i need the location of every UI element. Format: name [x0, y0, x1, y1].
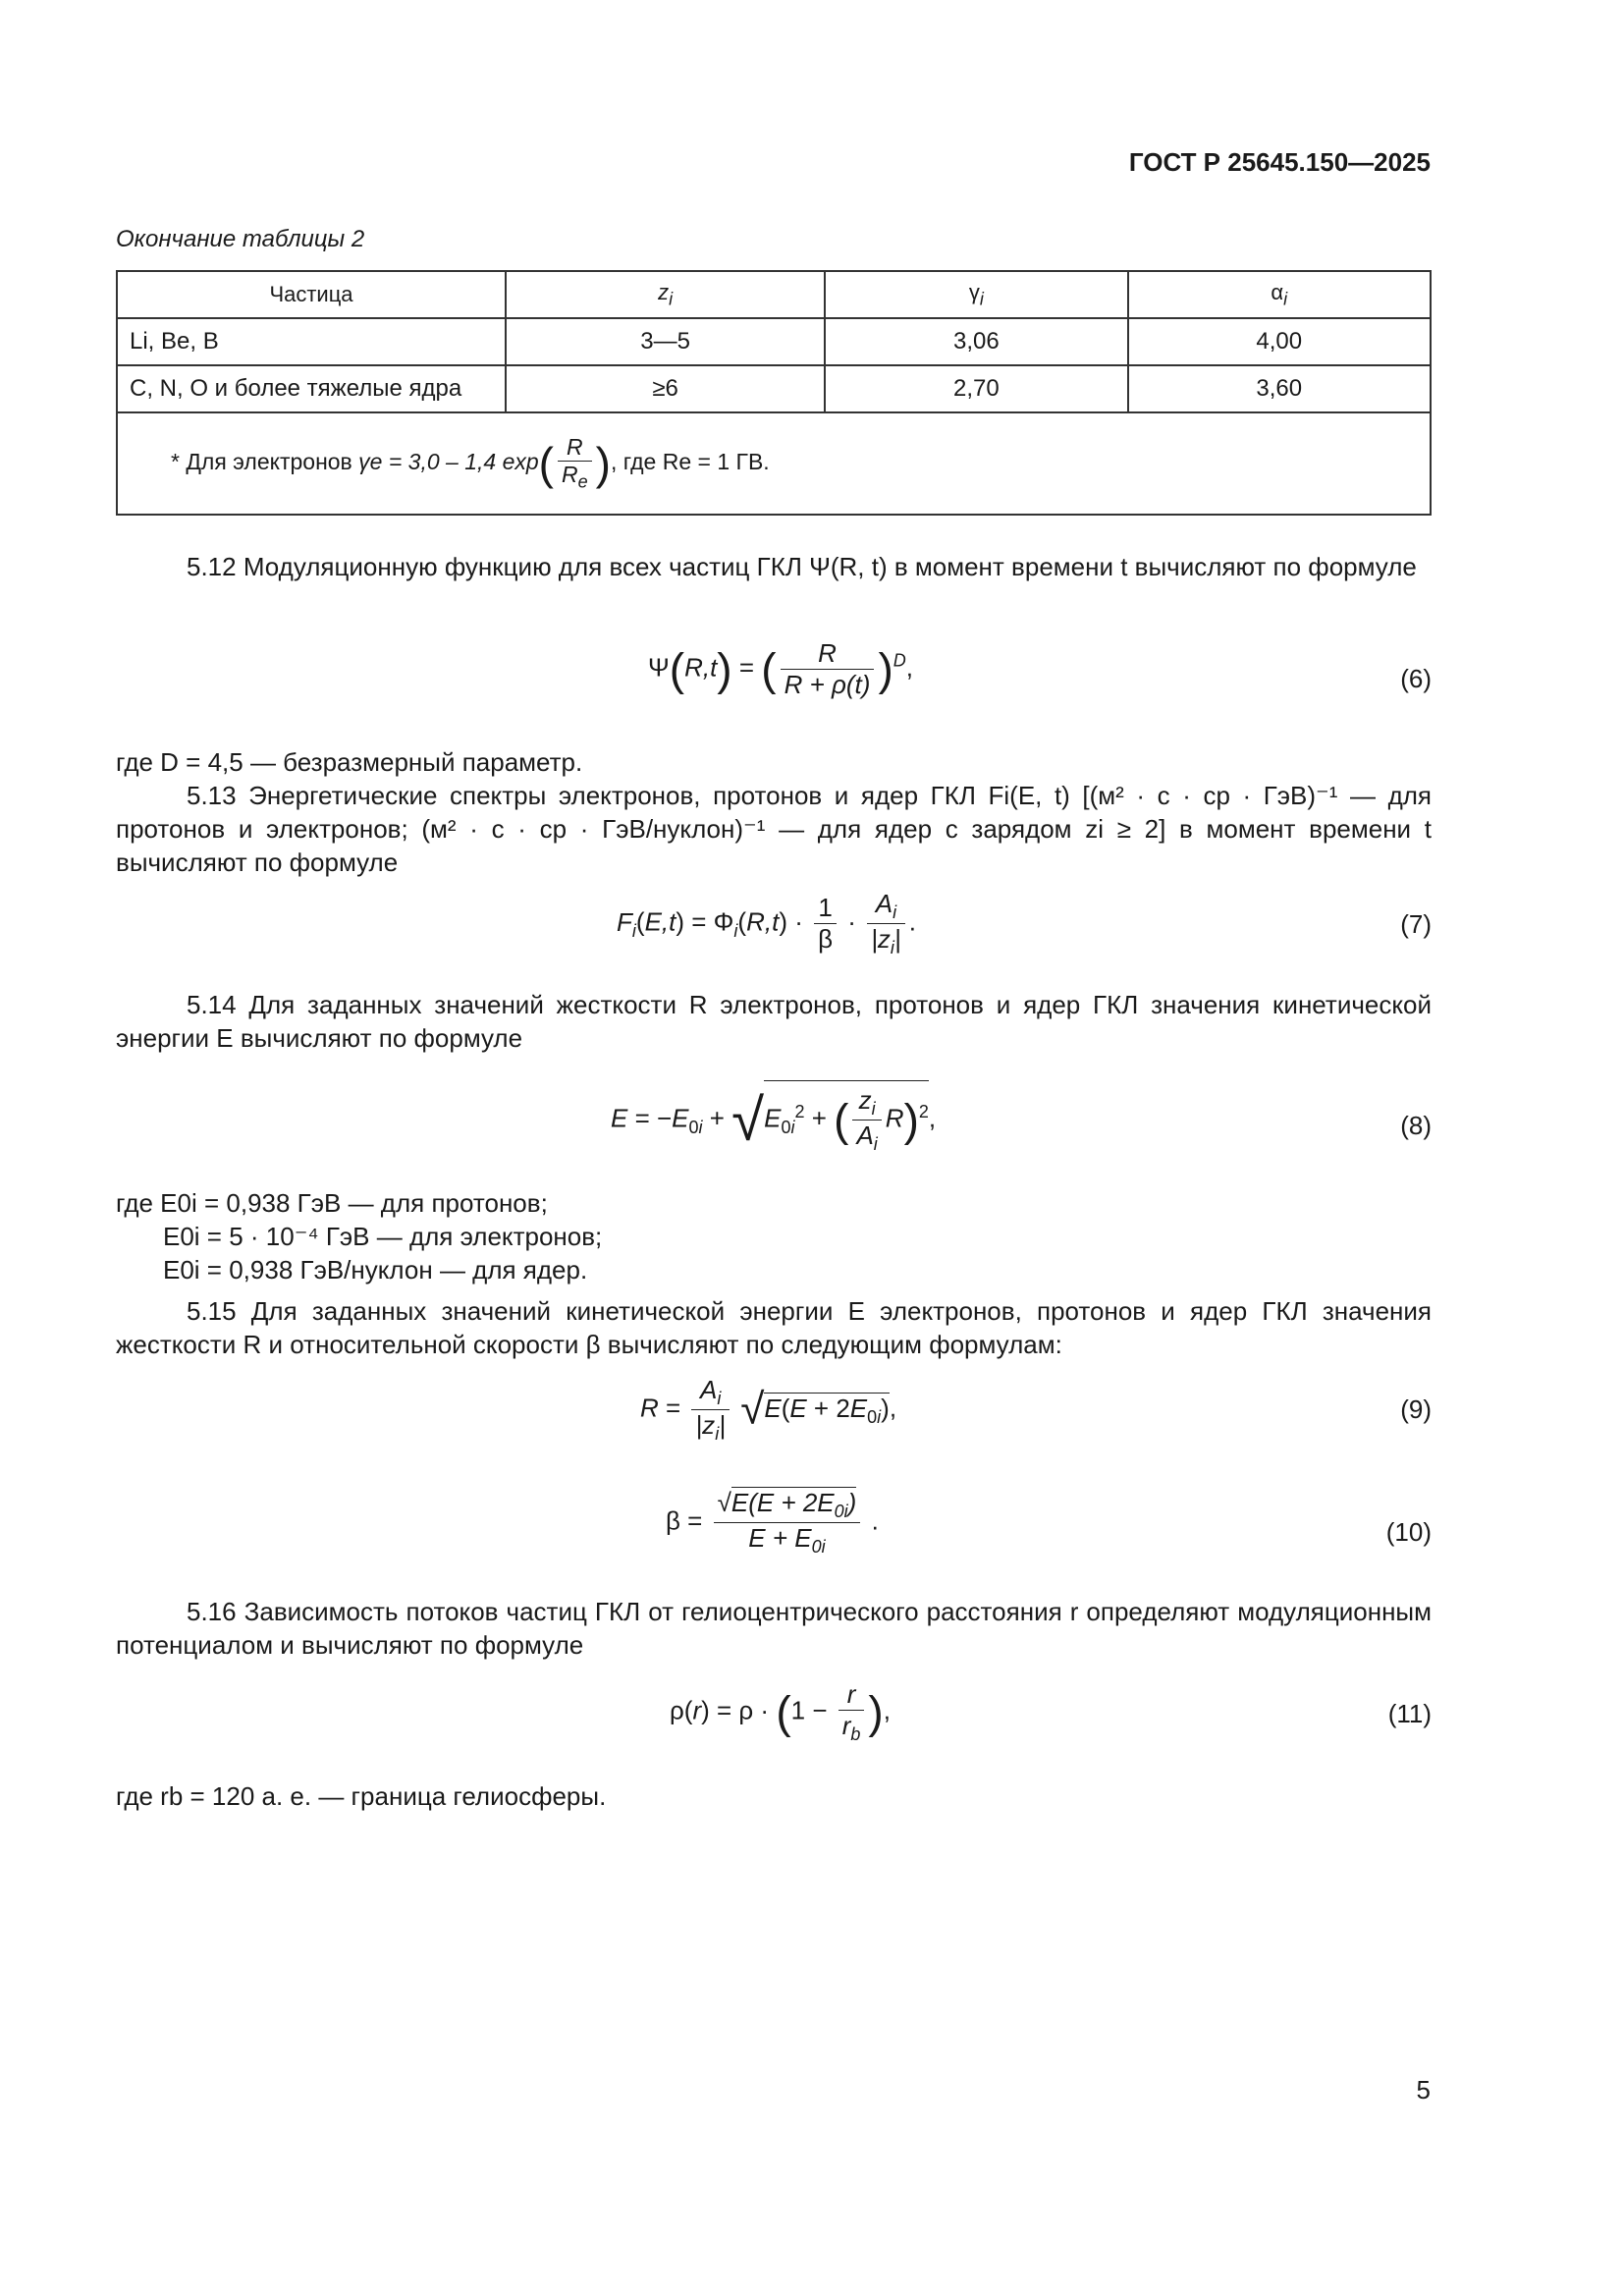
paragraph-5-16: 5.16 Зависимость потоков частиц ГКЛ от гелиоцентрического расстояния r определяют модуляционным потенциалом и вычисляют по формуле — [116, 1597, 1432, 1660]
where-line-2: E0i = 5 · 10⁻⁴ ГэВ — для электронов; — [163, 1222, 603, 1251]
col-header-alpha: $\alpha_i$ — [1128, 271, 1431, 318]
where-line-3: E0i = 0,938 ГэВ/нуклон — для ядер. — [163, 1255, 588, 1285]
paragraph-5-16-where: где rb = 120 а. е. — граница гелиосферы. — [116, 1781, 607, 1811]
formula-number: (6) — [1400, 664, 1432, 693]
table-footnote-row — [117, 412, 1431, 515]
cell-z: ≥6 — [506, 365, 825, 412]
cell-gamma: 2,70 — [825, 365, 1127, 412]
formula-number: (7) — [1400, 909, 1432, 939]
formula-7: $F_i(E,t) = \Phi_i(R,t)$ · $\frac{1}{\beta}$ · $\frac{A_i}{|z_i|}$ . — [617, 889, 916, 958]
table-caption: Окончание таблицы 2 — [116, 226, 365, 252]
table-row — [117, 365, 1431, 412]
cell-alpha: 4,00 — [1128, 318, 1431, 365]
formula-6: Ψ(R,t) = ( $\frac{R}{R + \rho(t)}$ )$^D$, — [648, 638, 913, 699]
paragraph-5-15: 5.15 Для заданных значений кинетической энергии E электронов, протонов и ядер ГКЛ значения жесткости R и относительной скорости β вычисляют по следующим формулам: — [116, 1296, 1432, 1359]
formula-9: R = $\frac{A_i}{|z_i|}$ $√E(E + 2E_{0i})$, — [640, 1375, 897, 1445]
cell-gamma: 3,06 — [825, 318, 1127, 365]
formula-number: (10) — [1385, 1517, 1432, 1547]
cell-particle: C, N, O и более тяжелые ядра — [117, 365, 506, 412]
page-number: 5 — [1416, 2075, 1431, 2105]
document-id: ГОСТ Р 25645.150—2025 — [1128, 147, 1431, 177]
formula-11: ρ(r) = ρ · (1 − $\frac{r}{r_b}$ ), — [670, 1679, 891, 1745]
col-header-gamma: $\gamma_i$ — [825, 271, 1127, 318]
table-footnote: * Для электронов γe = 3,0 – 1,4 exp( $\frac{R}{R_e}$ ), где Re = 1 ГВ. — [117, 412, 1431, 515]
col-header-z: $z_i$ — [506, 271, 825, 318]
formula-number: (9) — [1400, 1394, 1432, 1424]
formula-10: β = $\frac{√E(E + 2E_{0i})}{E + E_{0i}}$ . — [666, 1488, 879, 1558]
cell-z: 3—5 — [506, 318, 825, 365]
formula-8: $E = -E_{0i} + √E_{0i}^2$ + ( $\frac{z_i}{A_i}$ R)$^2$, — [611, 1080, 936, 1155]
table-row — [117, 318, 1431, 365]
formula-number: (11) — [1387, 1699, 1432, 1728]
table-header-row — [117, 271, 1431, 318]
paragraph-5-12-where: где D = 4,5 — безразмерный параметр. — [116, 747, 583, 777]
col-header-particle: Частица — [117, 271, 506, 318]
particle-table — [116, 270, 1432, 516]
cell-alpha: 3,60 — [1128, 365, 1431, 412]
paragraph-5-12: 5.12 Модуляционную функцию для всех частиц ГКЛ Ψ(R, t) в момент времени t вычисляют по формуле — [187, 552, 1417, 581]
paragraph-5-14: 5.14 Для заданных значений жесткости R электронов, протонов и ядер ГКЛ значения кинетической энергии E вычисляют по формуле — [116, 990, 1432, 1053]
paragraph-5-13: 5.13 Энергетические спектры электронов, протонов и ядер ГКЛ Fi(E, t) [(м² · с · ср · ГэВ)⁻¹ — для протонов и электронов; (м² · с · ср · ГэВ/нуклон)⁻¹ — для ядер с зарядом zi ≥ 2] в момент времени t вычисляют по формуле — [116, 781, 1432, 877]
cell-particle: Li, Be, B — [117, 318, 506, 365]
where-line-1: где E0i = 0,938 ГэВ — для протонов; — [116, 1188, 548, 1218]
formula-number: (8) — [1400, 1111, 1432, 1140]
